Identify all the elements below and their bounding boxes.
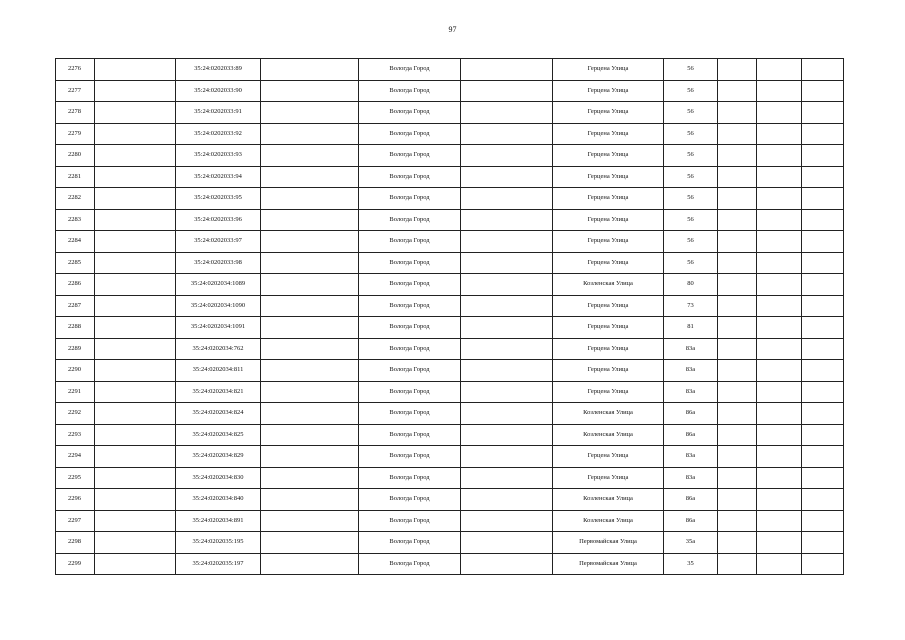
empty-cell [718, 553, 757, 575]
empty-cell [461, 102, 553, 124]
empty-cell [461, 231, 553, 253]
empty-cell [261, 338, 359, 360]
city-cell: Вологда Город [359, 360, 461, 382]
empty-cell [757, 424, 802, 446]
table-row [56, 381, 844, 403]
empty-cell [261, 123, 359, 145]
cadastral-number-cell: 35:24:0202033:90 [176, 80, 261, 102]
street-cell: Козленская Улица [553, 489, 664, 511]
empty-cell [95, 553, 176, 575]
city-cell: Вологда Город [359, 102, 461, 124]
house-number-cell: 83а [664, 467, 718, 489]
cadastral-number-cell: 35:24:0202034:825 [176, 424, 261, 446]
empty-cell [95, 145, 176, 167]
city-cell: Вологда Город [359, 338, 461, 360]
house-number-cell: 86а [664, 489, 718, 511]
empty-cell [461, 59, 553, 81]
empty-cell [461, 489, 553, 511]
empty-cell [95, 510, 176, 532]
city-cell: Вологда Город [359, 510, 461, 532]
house-number-cell: 56 [664, 123, 718, 145]
row-number-cell: 2298 [56, 532, 95, 554]
empty-cell [757, 403, 802, 425]
house-number-cell: 81 [664, 317, 718, 339]
empty-cell [261, 231, 359, 253]
empty-cell [802, 338, 844, 360]
cadastral-number-cell: 35:24:0202035:197 [176, 553, 261, 575]
street-cell: Герцена Улица [553, 209, 664, 231]
empty-cell [95, 403, 176, 425]
empty-cell [95, 252, 176, 274]
empty-cell [461, 381, 553, 403]
empty-cell [802, 510, 844, 532]
empty-cell [802, 209, 844, 231]
empty-cell [757, 532, 802, 554]
empty-cell [802, 252, 844, 274]
house-number-cell: 35а [664, 532, 718, 554]
registry-table-body [56, 59, 844, 575]
table-row [56, 188, 844, 210]
house-number-cell: 86а [664, 510, 718, 532]
street-cell: Герцена Улица [553, 446, 664, 468]
table-row [56, 145, 844, 167]
empty-cell [461, 553, 553, 575]
empty-cell [718, 446, 757, 468]
city-cell: Вологда Город [359, 252, 461, 274]
empty-cell [261, 532, 359, 554]
empty-cell [95, 424, 176, 446]
empty-cell [261, 467, 359, 489]
row-number-cell: 2291 [56, 381, 95, 403]
row-number-cell: 2292 [56, 403, 95, 425]
empty-cell [461, 424, 553, 446]
empty-cell [718, 338, 757, 360]
empty-cell [461, 510, 553, 532]
row-number-cell: 2277 [56, 80, 95, 102]
house-number-cell: 86а [664, 424, 718, 446]
empty-cell [757, 59, 802, 81]
empty-cell [461, 145, 553, 167]
empty-cell [718, 145, 757, 167]
empty-cell [95, 188, 176, 210]
street-cell: Герцена Улица [553, 102, 664, 124]
city-cell: Вологда Город [359, 274, 461, 296]
row-number-cell: 2287 [56, 295, 95, 317]
row-number-cell: 2294 [56, 446, 95, 468]
street-cell: Герцена Улица [553, 467, 664, 489]
street-cell: Герцена Улица [553, 80, 664, 102]
empty-cell [718, 489, 757, 511]
empty-cell [757, 274, 802, 296]
empty-cell [757, 489, 802, 511]
house-number-cell: 56 [664, 80, 718, 102]
empty-cell [802, 403, 844, 425]
registry-table [55, 58, 844, 575]
empty-cell [261, 381, 359, 403]
table-row [56, 338, 844, 360]
empty-cell [718, 510, 757, 532]
table-row [56, 424, 844, 446]
empty-cell [718, 166, 757, 188]
street-cell: Герцена Улица [553, 145, 664, 167]
empty-cell [757, 102, 802, 124]
cadastral-number-cell: 35:24:0202033:96 [176, 209, 261, 231]
empty-cell [802, 489, 844, 511]
row-number-cell: 2276 [56, 59, 95, 81]
empty-cell [95, 123, 176, 145]
empty-cell [461, 338, 553, 360]
empty-cell [802, 166, 844, 188]
empty-cell [461, 209, 553, 231]
empty-cell [802, 59, 844, 81]
row-number-cell: 2280 [56, 145, 95, 167]
empty-cell [718, 360, 757, 382]
empty-cell [802, 553, 844, 575]
city-cell: Вологда Город [359, 295, 461, 317]
empty-cell [718, 209, 757, 231]
empty-cell [461, 467, 553, 489]
empty-cell [718, 467, 757, 489]
empty-cell [95, 446, 176, 468]
cadastral-number-cell: 35:24:0202033:98 [176, 252, 261, 274]
empty-cell [261, 166, 359, 188]
empty-cell [802, 123, 844, 145]
empty-cell [261, 403, 359, 425]
table-row [56, 295, 844, 317]
city-cell: Вологда Город [359, 209, 461, 231]
city-cell: Вологда Город [359, 188, 461, 210]
empty-cell [95, 295, 176, 317]
empty-cell [261, 553, 359, 575]
empty-cell [802, 274, 844, 296]
empty-cell [802, 145, 844, 167]
empty-cell [718, 295, 757, 317]
empty-cell [261, 424, 359, 446]
row-number-cell: 2282 [56, 188, 95, 210]
empty-cell [95, 209, 176, 231]
house-number-cell: 86а [664, 403, 718, 425]
empty-cell [461, 317, 553, 339]
city-cell: Вологда Город [359, 80, 461, 102]
empty-cell [718, 252, 757, 274]
row-number-cell: 2285 [56, 252, 95, 274]
house-number-cell: 83а [664, 338, 718, 360]
empty-cell [757, 123, 802, 145]
empty-cell [757, 145, 802, 167]
cadastral-number-cell: 35:24:0202034:811 [176, 360, 261, 382]
row-number-cell: 2296 [56, 489, 95, 511]
cadastral-number-cell: 35:24:0202033:95 [176, 188, 261, 210]
street-cell: Козленская Улица [553, 403, 664, 425]
empty-cell [461, 166, 553, 188]
empty-cell [95, 532, 176, 554]
house-number-cell: 83а [664, 360, 718, 382]
empty-cell [718, 381, 757, 403]
cadastral-number-cell: 35:24:0202033:93 [176, 145, 261, 167]
cadastral-number-cell: 35:24:0202034:821 [176, 381, 261, 403]
empty-cell [261, 145, 359, 167]
empty-cell [261, 59, 359, 81]
house-number-cell: 56 [664, 145, 718, 167]
empty-cell [757, 166, 802, 188]
empty-cell [261, 252, 359, 274]
empty-cell [802, 80, 844, 102]
empty-cell [95, 360, 176, 382]
cadastral-number-cell: 35:24:0202033:89 [176, 59, 261, 81]
house-number-cell: 56 [664, 252, 718, 274]
house-number-cell: 56 [664, 166, 718, 188]
table-row [56, 80, 844, 102]
row-number-cell: 2283 [56, 209, 95, 231]
city-cell: Вологда Город [359, 166, 461, 188]
table-row [56, 446, 844, 468]
row-number-cell: 2297 [56, 510, 95, 532]
row-number-cell: 2289 [56, 338, 95, 360]
table-row [56, 102, 844, 124]
house-number-cell: 56 [664, 209, 718, 231]
empty-cell [461, 295, 553, 317]
street-cell: Герцена Улица [553, 338, 664, 360]
house-number-cell: 35 [664, 553, 718, 575]
row-number-cell: 2288 [56, 317, 95, 339]
house-number-cell: 83а [664, 381, 718, 403]
empty-cell [261, 510, 359, 532]
empty-cell [802, 532, 844, 554]
row-number-cell: 2295 [56, 467, 95, 489]
empty-cell [718, 123, 757, 145]
empty-cell [757, 80, 802, 102]
empty-cell [757, 231, 802, 253]
empty-cell [261, 209, 359, 231]
empty-cell [757, 446, 802, 468]
house-number-cell: 73 [664, 295, 718, 317]
empty-cell [261, 446, 359, 468]
table-row [56, 532, 844, 554]
table-row [56, 166, 844, 188]
empty-cell [757, 360, 802, 382]
empty-cell [95, 80, 176, 102]
house-number-cell: 56 [664, 59, 718, 81]
city-cell: Вологда Город [359, 532, 461, 554]
empty-cell [95, 231, 176, 253]
empty-cell [802, 188, 844, 210]
empty-cell [757, 553, 802, 575]
city-cell: Вологда Город [359, 489, 461, 511]
cadastral-number-cell: 35:24:0202034:830 [176, 467, 261, 489]
empty-cell [261, 317, 359, 339]
empty-cell [461, 532, 553, 554]
street-cell: Герцена Улица [553, 123, 664, 145]
house-number-cell: 80 [664, 274, 718, 296]
table-row [56, 360, 844, 382]
empty-cell [802, 231, 844, 253]
empty-cell [718, 188, 757, 210]
street-cell: Первомайская Улица [553, 532, 664, 554]
empty-cell [95, 338, 176, 360]
table-row [56, 553, 844, 575]
street-cell: Козленская Улица [553, 274, 664, 296]
row-number-cell: 2286 [56, 274, 95, 296]
empty-cell [802, 424, 844, 446]
street-cell: Герцена Улица [553, 317, 664, 339]
row-number-cell: 2279 [56, 123, 95, 145]
empty-cell [718, 532, 757, 554]
empty-cell [802, 446, 844, 468]
table-row [56, 489, 844, 511]
empty-cell [757, 381, 802, 403]
street-cell: Герцена Улица [553, 295, 664, 317]
city-cell: Вологда Город [359, 145, 461, 167]
empty-cell [261, 274, 359, 296]
table-row [56, 231, 844, 253]
cadastral-number-cell: 35:24:0202033:94 [176, 166, 261, 188]
empty-cell [718, 317, 757, 339]
empty-cell [718, 403, 757, 425]
empty-cell [757, 467, 802, 489]
row-number-cell: 2299 [56, 553, 95, 575]
street-cell: Герцена Улица [553, 166, 664, 188]
city-cell: Вологда Город [359, 467, 461, 489]
house-number-cell: 56 [664, 231, 718, 253]
city-cell: Вологда Город [359, 123, 461, 145]
empty-cell [461, 360, 553, 382]
cadastral-number-cell: 35:24:0202033:92 [176, 123, 261, 145]
cadastral-number-cell: 35:24:0202034:1090 [176, 295, 261, 317]
empty-cell [718, 231, 757, 253]
table-row [56, 252, 844, 274]
street-cell: Герцена Улица [553, 381, 664, 403]
house-number-cell: 56 [664, 102, 718, 124]
page-number: 97 [448, 25, 457, 34]
street-cell: Герцена Улица [553, 59, 664, 81]
empty-cell [802, 317, 844, 339]
street-cell: Герцена Улица [553, 231, 664, 253]
row-number-cell: 2290 [56, 360, 95, 382]
empty-cell [461, 274, 553, 296]
cadastral-number-cell: 35:24:0202034:840 [176, 489, 261, 511]
cadastral-number-cell: 35:24:0202034:762 [176, 338, 261, 360]
empty-cell [718, 424, 757, 446]
empty-cell [95, 274, 176, 296]
street-cell: Герцена Улица [553, 252, 664, 274]
empty-cell [95, 467, 176, 489]
cadastral-number-cell: 35:24:0202034:1089 [176, 274, 261, 296]
cadastral-number-cell: 35:24:0202034:829 [176, 446, 261, 468]
empty-cell [461, 446, 553, 468]
table-row [56, 510, 844, 532]
table-row [56, 317, 844, 339]
table-row [56, 59, 844, 81]
empty-cell [95, 166, 176, 188]
cadastral-number-cell: 35:24:0202035:195 [176, 532, 261, 554]
empty-cell [757, 209, 802, 231]
city-cell: Вологда Город [359, 403, 461, 425]
empty-cell [757, 295, 802, 317]
house-number-cell: 56 [664, 188, 718, 210]
city-cell: Вологда Город [359, 553, 461, 575]
empty-cell [718, 102, 757, 124]
empty-cell [261, 360, 359, 382]
city-cell: Вологда Город [359, 446, 461, 468]
empty-cell [95, 102, 176, 124]
table-row [56, 209, 844, 231]
empty-cell [802, 381, 844, 403]
cadastral-number-cell: 35:24:0202034:1091 [176, 317, 261, 339]
empty-cell [757, 510, 802, 532]
street-cell: Козленская Улица [553, 424, 664, 446]
row-number-cell: 2281 [56, 166, 95, 188]
street-cell: Герцена Улица [553, 360, 664, 382]
empty-cell [261, 102, 359, 124]
empty-cell [461, 123, 553, 145]
city-cell: Вологда Город [359, 381, 461, 403]
empty-cell [95, 381, 176, 403]
cadastral-number-cell: 35:24:0202033:91 [176, 102, 261, 124]
empty-cell [261, 295, 359, 317]
empty-cell [802, 295, 844, 317]
street-cell: Первомайская Улица [553, 553, 664, 575]
empty-cell [461, 188, 553, 210]
cadastral-number-cell: 35:24:0202034:824 [176, 403, 261, 425]
city-cell: Вологда Город [359, 317, 461, 339]
empty-cell [95, 59, 176, 81]
table-row [56, 274, 844, 296]
empty-cell [757, 338, 802, 360]
cadastral-number-cell: 35:24:0202034:891 [176, 510, 261, 532]
city-cell: Вологда Город [359, 424, 461, 446]
empty-cell [802, 102, 844, 124]
empty-cell [718, 59, 757, 81]
row-number-cell: 2284 [56, 231, 95, 253]
empty-cell [757, 317, 802, 339]
row-number-cell: 2278 [56, 102, 95, 124]
city-cell: Вологда Город [359, 59, 461, 81]
empty-cell [461, 403, 553, 425]
empty-cell [718, 80, 757, 102]
table-row [56, 467, 844, 489]
empty-cell [802, 467, 844, 489]
empty-cell [718, 274, 757, 296]
empty-cell [802, 360, 844, 382]
empty-cell [461, 80, 553, 102]
empty-cell [261, 489, 359, 511]
empty-cell [261, 188, 359, 210]
empty-cell [461, 252, 553, 274]
empty-cell [95, 317, 176, 339]
house-number-cell: 83а [664, 446, 718, 468]
empty-cell [757, 252, 802, 274]
empty-cell [261, 80, 359, 102]
street-cell: Козленская Улица [553, 510, 664, 532]
table-row [56, 403, 844, 425]
row-number-cell: 2293 [56, 424, 95, 446]
table-row [56, 123, 844, 145]
city-cell: Вологда Город [359, 231, 461, 253]
cadastral-number-cell: 35:24:0202033:97 [176, 231, 261, 253]
empty-cell [95, 489, 176, 511]
empty-cell [757, 188, 802, 210]
street-cell: Герцена Улица [553, 188, 664, 210]
